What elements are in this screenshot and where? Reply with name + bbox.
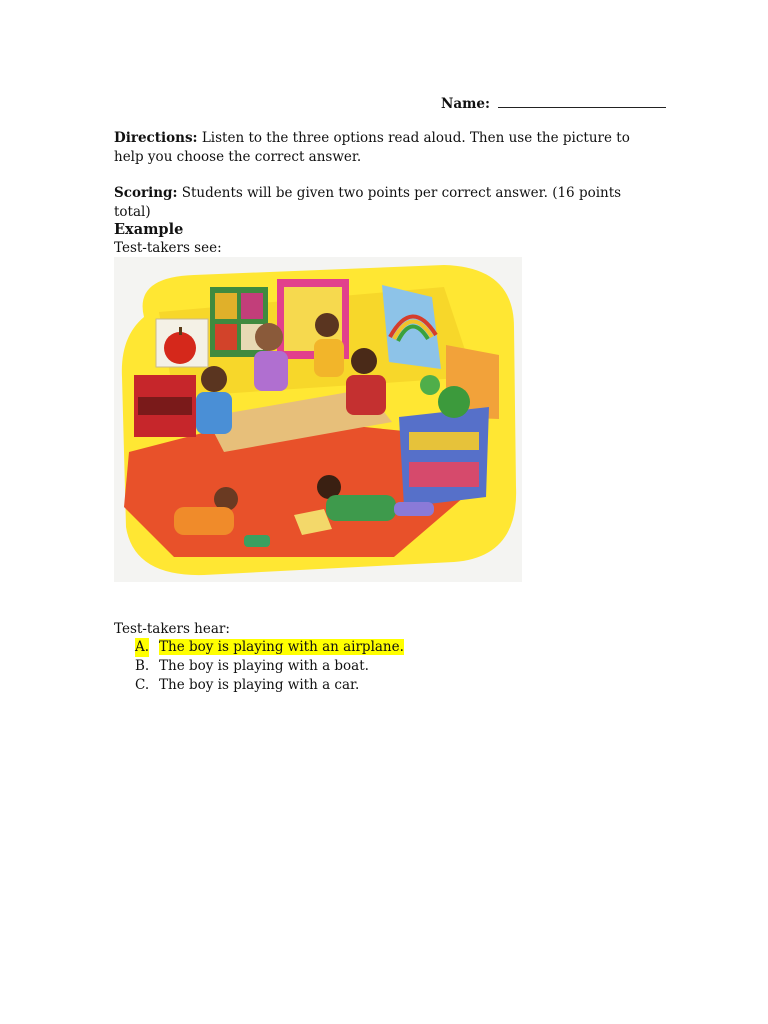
option-letter: A.	[135, 639, 150, 655]
option-text: The boy is playing with a boat.	[159, 658, 369, 674]
option-text: The boy is playing with a car.	[159, 677, 360, 693]
option-letter: C.	[135, 677, 150, 693]
answer-options-list	[114, 638, 404, 695]
directions-paragraph	[114, 129, 659, 167]
scoring-paragraph	[114, 184, 659, 222]
classroom-illustration	[114, 257, 522, 582]
directions-label: Directions:	[114, 130, 198, 146]
option-letter: B.	[135, 658, 150, 674]
directions-text: Listen to the three options read aloud. Then use the picture to help you choose the correct answer.	[114, 130, 630, 165]
test-takers-hear-label: Test-takers hear:	[114, 621, 230, 637]
answer-option-a	[114, 638, 404, 657]
test-takers-see-label: Test-takers see:	[114, 240, 222, 256]
answer-option-b	[114, 657, 404, 676]
scoring-text: Students will be given two points per correct answer. (16 points total)	[114, 185, 622, 220]
option-text: The boy is playing with an airplane.	[159, 639, 404, 655]
answer-option-c	[114, 676, 404, 695]
name-blank-line[interactable]	[498, 94, 666, 108]
classroom-scene-image	[114, 257, 522, 582]
name-label: Name:	[441, 96, 490, 112]
name-field	[441, 94, 666, 114]
scoring-label: Scoring:	[114, 185, 178, 201]
example-heading: Example	[114, 221, 184, 238]
